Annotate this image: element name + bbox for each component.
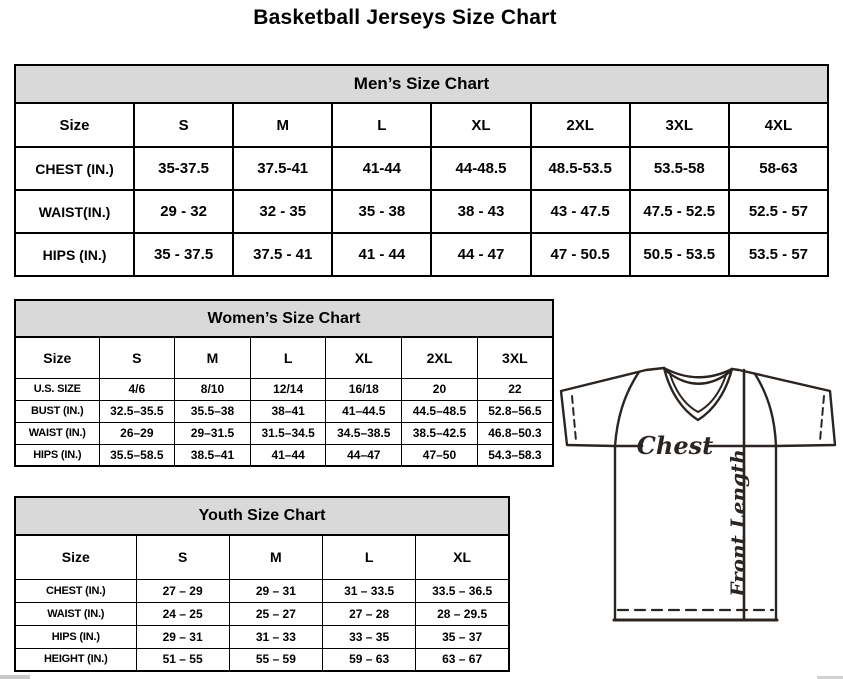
row-label: CHEST (IN.): [15, 579, 136, 602]
value-cell: 51 – 55: [136, 648, 229, 671]
column-header: S: [99, 337, 175, 378]
value-cell: 59 – 63: [323, 648, 416, 671]
jersey-left-armhole-seam: [615, 372, 639, 446]
column-header: M: [233, 103, 332, 147]
youth-size-chart-section: [14, 496, 510, 672]
column-header: XL: [416, 535, 509, 579]
value-cell: 29 – 31: [136, 625, 229, 648]
table-row: [15, 147, 828, 190]
value-cell: 4/6: [99, 378, 175, 400]
value-cell: 53.5-58: [630, 147, 729, 190]
column-header: S: [134, 103, 233, 147]
value-cell: 47–50: [402, 444, 478, 466]
value-cell: 27 – 28: [323, 602, 416, 625]
value-cell: 32.5–35.5: [99, 400, 175, 422]
column-header: S: [136, 535, 229, 579]
row-label: WAIST (IN.): [15, 602, 136, 625]
column-header: 2XL: [402, 337, 478, 378]
value-cell: 52.8–56.5: [477, 400, 553, 422]
jersey-right-sleeve: [732, 369, 835, 446]
value-cell: 8/10: [175, 378, 251, 400]
value-cell: 54.3–58.3: [477, 444, 553, 466]
value-cell: 55 – 59: [229, 648, 322, 671]
value-cell: 28 – 29.5: [416, 602, 509, 625]
column-header: L: [250, 337, 326, 378]
value-cell: 31.5–34.5: [250, 422, 326, 444]
row-label: CHEST (IN.): [15, 147, 134, 190]
chest-label: Chest: [636, 431, 714, 460]
value-cell: 44.5–48.5: [402, 400, 478, 422]
column-header: XL: [326, 337, 402, 378]
column-header: L: [332, 103, 431, 147]
column-header: 2XL: [531, 103, 630, 147]
table-row: [15, 422, 553, 444]
jersey-measurement-diagram: [559, 362, 841, 628]
value-cell: 35.5–58.5: [99, 444, 175, 466]
column-header: M: [175, 337, 251, 378]
value-cell: 41–44: [250, 444, 326, 466]
youth-chart-title: Youth Size Chart: [15, 497, 509, 535]
header-row: [15, 103, 828, 147]
table-row: [15, 378, 553, 400]
table-row: [15, 400, 553, 422]
jersey-body-sides: [615, 446, 776, 620]
value-cell: 63 – 67: [416, 648, 509, 671]
row-label: U.S. SIZE: [15, 378, 99, 400]
row-label: HIPS (IN.): [15, 233, 134, 276]
value-cell: 53.5 - 57: [729, 233, 828, 276]
value-cell: 20: [402, 378, 478, 400]
table-row: [15, 444, 553, 466]
value-cell: 44–47: [326, 444, 402, 466]
column-header: L: [323, 535, 416, 579]
value-cell: 35 - 37.5: [134, 233, 233, 276]
size-column-header: Size: [15, 535, 136, 579]
value-cell: 35 – 37: [416, 625, 509, 648]
header-row: [15, 337, 553, 378]
value-cell: 44-48.5: [431, 147, 530, 190]
value-cell: 26–29: [99, 422, 175, 444]
page-title: Basketball Jerseys Size Chart: [253, 6, 557, 29]
value-cell: 35 - 38: [332, 190, 431, 233]
value-cell: 22: [477, 378, 553, 400]
table-row: [15, 625, 509, 648]
value-cell: 38.5–41: [175, 444, 251, 466]
womens-size-chart-section: [14, 299, 554, 467]
value-cell: 29 - 32: [134, 190, 233, 233]
table-row: [15, 602, 509, 625]
value-cell: 29–31.5: [175, 422, 251, 444]
header-row: [15, 535, 509, 579]
value-cell: 44 - 47: [431, 233, 530, 276]
value-cell: 47 - 50.5: [531, 233, 630, 276]
value-cell: 48.5-53.5: [531, 147, 630, 190]
value-cell: 33.5 – 36.5: [416, 579, 509, 602]
value-cell: 33 – 35: [323, 625, 416, 648]
value-cell: 25 – 27: [229, 602, 322, 625]
value-cell: 34.5–38.5: [326, 422, 402, 444]
row-label: HIPS (IN.): [15, 444, 99, 466]
value-cell: 47.5 - 52.5: [630, 190, 729, 233]
value-cell: 24 – 25: [136, 602, 229, 625]
value-cell: 46.8–50.3: [477, 422, 553, 444]
value-cell: 32 - 35: [233, 190, 332, 233]
row-label: HEIGHT (IN.): [15, 648, 136, 671]
jersey-right-cuff-dashed-line: [820, 396, 824, 441]
scrollbar-fragment-left: [0, 675, 30, 679]
table-row: [15, 233, 828, 276]
mens-size-table: [14, 64, 829, 277]
size-column-header: Size: [15, 337, 99, 378]
row-label: BUST (IN.): [15, 400, 99, 422]
row-label: WAIST(IN.): [15, 190, 134, 233]
value-cell: 41-44: [332, 147, 431, 190]
value-cell: 35-37.5: [134, 147, 233, 190]
value-cell: 58-63: [729, 147, 828, 190]
row-label: WAIST (IN.): [15, 422, 99, 444]
column-header: M: [229, 535, 322, 579]
men-chart-title: Men’s Size Chart: [15, 65, 828, 103]
value-cell: 38–41: [250, 400, 326, 422]
value-cell: 41–44.5: [326, 400, 402, 422]
jersey-left-cuff-dashed-line: [572, 396, 576, 441]
women-chart-title: Women’s Size Chart: [15, 300, 553, 337]
table-row: [15, 579, 509, 602]
jersey-collar-back-curves: [664, 368, 732, 384]
value-cell: 35.5–38: [175, 400, 251, 422]
value-cell: 31 – 33.5: [323, 579, 416, 602]
value-cell: 12/14: [250, 378, 326, 400]
jersey-right-armhole-seam: [755, 374, 776, 446]
value-cell: 31 – 33: [229, 625, 322, 648]
value-cell: 16/18: [326, 378, 402, 400]
value-cell: 38 - 43: [431, 190, 530, 233]
value-cell: 41 - 44: [332, 233, 431, 276]
value-cell: 38.5–42.5: [402, 422, 478, 444]
value-cell: 29 – 31: [229, 579, 322, 602]
value-cell: 52.5 - 57: [729, 190, 828, 233]
front-length-label: Front Length: [726, 449, 750, 597]
value-cell: 37.5 - 41: [233, 233, 332, 276]
value-cell: 43 - 47.5: [531, 190, 630, 233]
value-cell: 37.5-41: [233, 147, 332, 190]
column-header: 4XL: [729, 103, 828, 147]
table-row: [15, 648, 509, 671]
mens-size-chart-section: [14, 64, 829, 277]
column-header: 3XL: [477, 337, 553, 378]
column-header: 3XL: [630, 103, 729, 147]
row-label: HIPS (IN.): [15, 625, 136, 648]
column-header: XL: [431, 103, 530, 147]
womens-size-table: [14, 299, 554, 467]
table-row: [15, 190, 828, 233]
size-column-header: Size: [15, 103, 134, 147]
value-cell: 27 – 29: [136, 579, 229, 602]
value-cell: 50.5 - 53.5: [630, 233, 729, 276]
youth-size-table: [14, 496, 510, 672]
